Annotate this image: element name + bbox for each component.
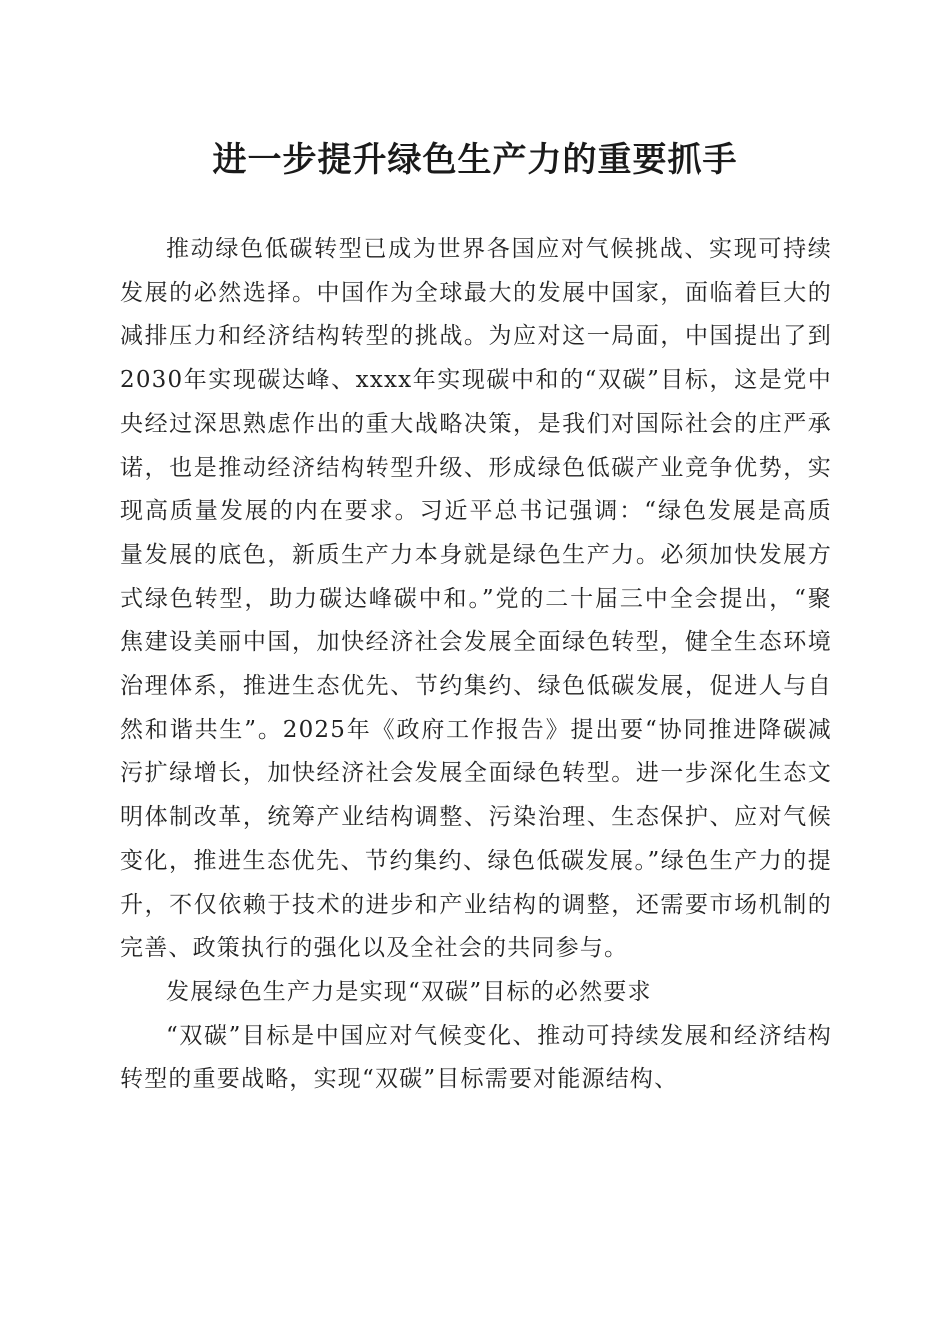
document-title: 进一步提升绿色生产力的重要抓手	[212, 140, 738, 180]
paragraph-intro: 推动绿色低碳转型已成为世界各国应对气候挑战、实现可持续发展的必然选择。中国作为全球最大的发展中国家，面临着巨大的减排压力和经济结构转型的挑战。为应对这一局面，中国提出了到2030年实现碳达峰、xxxx年实现碳中和的“双碳”目标，这是党中央经过深思熟虑作出的重大战略决策，是我们对国际社会的庄严承诺，也是推动经济结构转型升级、形成绿色低碳产业竞争优势，实现高质量发展的内在要求。习近平总书记强调：“绿色发展是高质量发展的底色，新质生产力本身就是绿色生产力。必须加快发展方式绿色转型，助力碳达峰碳中和。”党的二十届三中全会提出，“聚焦建设美丽中国，加快经济社会发展全面绿色转型，健全生态环境治理体系，推进生态优先、节约集约、绿色低碳发展，促进人与自然和谐共生”。2025年《政府工作报告》提出要“协同推进降碳减污扩绿增长，加快经济社会发展全面绿色转型。进一步深化生态文明体制改革，统筹产业结构调整、污染治理、生态保护、应对气候变化，推进生态优先、节约集约、绿色低碳发展。”绿色生产力的提升，不仅依赖于技术的进步和产业结构的调整，还需要市场机制的完善、政策执行的强化以及全社会的共同参与。	[120, 236, 832, 962]
document-body	[120, 228, 832, 1102]
paragraph-section-1: “双碳”目标是中国应对气候变化、推动可持续发展和经济结构转型的重要战略，实现“双碳”目标需要对能源结构、	[120, 1022, 832, 1093]
section-heading: 发展绿色生产力是实现“双碳”目标的必然要求	[166, 978, 652, 1005]
